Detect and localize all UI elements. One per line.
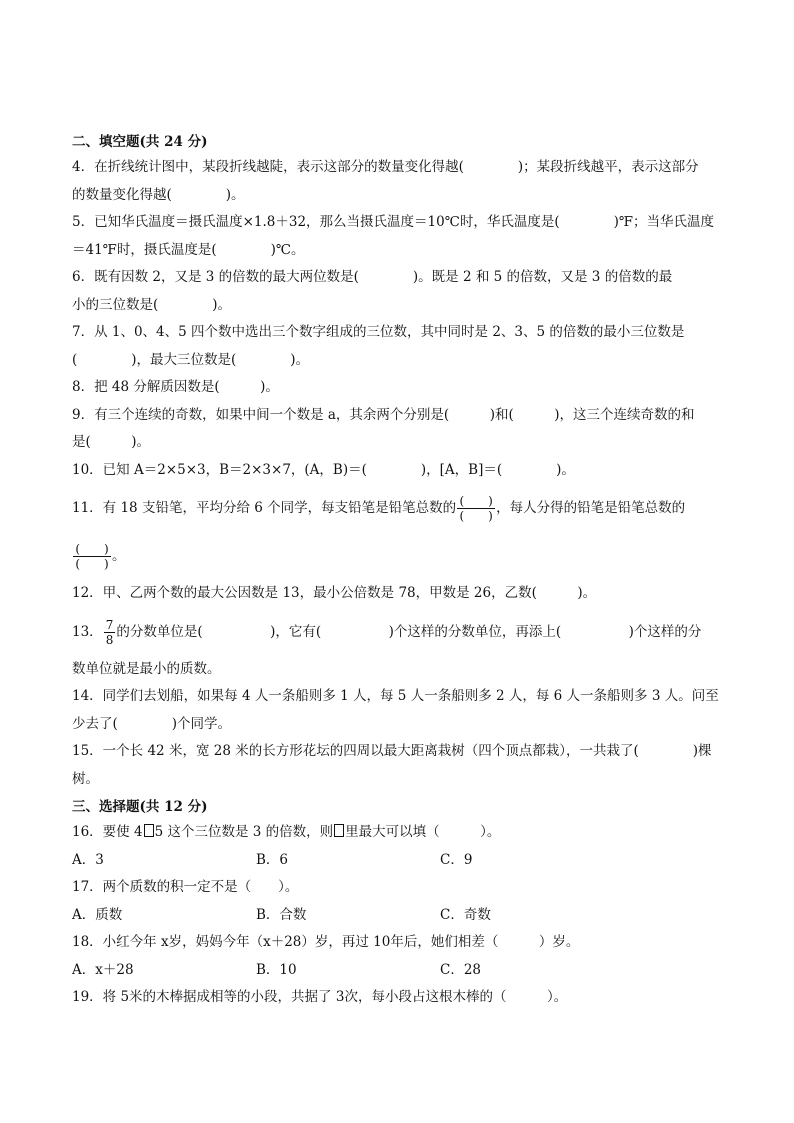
- question-13-line-2: 数单位就是最小的质数。: [72, 660, 221, 677]
- option-c: C．28: [440, 961, 482, 978]
- question-16-text-b: 5 这个三位数是 3 的倍数，则: [154, 824, 334, 840]
- question-12: 12．甲、乙两个数的最大公因数是 13，最小公倍数是 78，甲数是 26，乙数( )。: [72, 585, 597, 601]
- option-a: A．质数: [72, 906, 123, 923]
- question-18: 18．小红今年 x岁，妈妈今年（x＋28）岁，再过 10年后，她们相差（ ）岁。: [72, 934, 580, 950]
- question-15-line-2: 树。: [72, 770, 99, 787]
- fraction-numerator-blank: ( ): [75, 542, 109, 556]
- question-11-text-a: 11．有 18 支铅笔，平均分给 6 个同学，每支铅笔是铅笔总数的: [72, 500, 457, 516]
- question-6-line-1: 6．既有因数 2，又是 3 的倍数的最大两位数是( )。既是 2 和 5 的倍数，又是 3 的倍数的最: [72, 269, 673, 285]
- question-16-options: [72, 847, 732, 875]
- question-9-line-2: 是( )。: [72, 434, 151, 450]
- square-box-icon: [334, 824, 344, 837]
- square-box-icon: [144, 824, 154, 837]
- question-7-line-1: 7．从 1、0、4、5 四个数中选出三个数字组成的三位数，其中同时是 2、3、5 的倍数的最小三位数是: [72, 324, 685, 340]
- question-16-text-c: 里最大可以填（ ）。: [345, 824, 501, 840]
- question-16-text-a: 16．要使 4: [72, 824, 143, 840]
- fraction-denominator: 8: [105, 632, 114, 647]
- question-8: 8．把 48 分解质因数是( )。: [72, 379, 279, 395]
- option-c: C．9: [440, 851, 473, 868]
- fraction-denominator-blank: ( ): [73, 556, 111, 571]
- exam-page: [72, 128, 732, 1012]
- question-13-fraction: [104, 618, 116, 647]
- question-10: 10．已知 A＝2×5×3，B＝2×3×7，(A，B)＝( )，[A，B]＝( )。: [72, 461, 575, 478]
- question-13-line-1: [72, 608, 732, 656]
- fraction-denominator-blank: ( ): [457, 508, 495, 523]
- question-4-line-2: 的数量变化得越( )。: [72, 186, 245, 203]
- option-c: C．奇数: [440, 906, 491, 923]
- option-b: B．合数: [256, 906, 307, 923]
- question-13-text: 的分数单位是( )，它有( )个这样的分数单位，再添上( )个这样的分: [116, 623, 702, 640]
- option-b: B．6: [256, 851, 289, 868]
- section-fill-in-title: 二、填空题(共 24 分): [72, 134, 208, 150]
- question-16: [72, 819, 732, 847]
- question-5-line-2: ＝41℉时，摄氏温度是( )℃。: [72, 241, 305, 258]
- question-17: 17．两个质数的积一定不是（ ）。: [72, 879, 299, 895]
- question-11-blank-fraction-2: [73, 542, 111, 571]
- question-9-line-1: 9．有三个连续的奇数，如果中间一个数是 a，其余两个分别是( )和( )，这三个连续奇数的和: [72, 406, 695, 423]
- question-18-options: [72, 957, 732, 985]
- question-11-text-c: 。: [112, 548, 126, 564]
- question-7-line-2: ( )，最大三位数是( )。: [72, 351, 310, 368]
- option-a: A．3: [72, 851, 104, 868]
- question-15-line-1: 15．一个长 42 米，宽 28 米的长方形花坛的四周以最大距离栽树（四个顶点都栽），一共栽了( )棵: [72, 743, 712, 759]
- question-11-line-2: [72, 532, 732, 580]
- question-14-line-2: 少去了( )个同学。: [72, 715, 232, 732]
- fraction-numerator: 7: [105, 617, 114, 632]
- question-19: 19．将 5米的木棒据成相等的小段，共据了 3次，每小段占这根木棒的（ ）。: [72, 989, 568, 1005]
- question-5-line-1: 5．已知华氏温度＝摄氏温度×1.8＋32，那么当摄氏温度＝10℃时，华氏温度是( )℉；当华氏温度: [72, 214, 715, 230]
- question-11-text-b: ，每人分得的铅笔是铅笔总数的: [496, 500, 686, 516]
- question-4-line-1: 4．在折线统计图中，某段折线越陡，表示这部分的数量变化得越( )；某段折线越平，表示这部分: [72, 159, 699, 175]
- question-17-options: [72, 902, 732, 930]
- option-a: A．x＋28: [72, 961, 134, 978]
- option-b: B．10: [256, 961, 297, 978]
- question-6-line-2: 小的三位数是( )。: [72, 296, 232, 313]
- question-11-line-1: [72, 484, 732, 532]
- question-11-blank-fraction-1: [457, 494, 495, 523]
- question-13-number: 13．: [72, 623, 103, 640]
- question-14-line-1: 14．同学们去划船，如果每 4 人一条船则多 1 人，每 5 人一条船则多 2 人，每 6 人一条船则多 3 人。问至: [72, 688, 719, 704]
- fraction-numerator-blank: ( ): [459, 494, 493, 508]
- section-choice-title: 三、选择题(共 12 分): [72, 799, 208, 815]
